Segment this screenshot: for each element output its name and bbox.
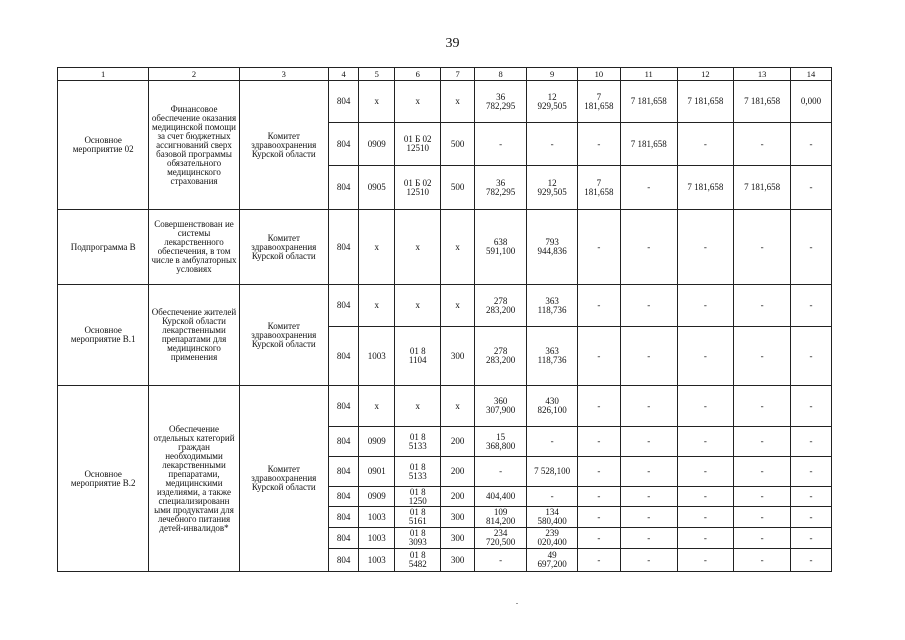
value-col-8: - [474, 549, 527, 572]
value-col-10: 7 181,658 [577, 166, 620, 210]
vr-code: 300 [441, 528, 475, 549]
value-col-11: - [620, 549, 677, 572]
grbs-code: 804 [328, 81, 358, 123]
value-col-10: - [577, 549, 620, 572]
value-col-14: - [790, 487, 831, 507]
page-mark [516, 603, 518, 604]
value-col-11: - [620, 386, 677, 427]
grbs-code: 804 [328, 285, 358, 327]
value-col-12: 7 181,658 [677, 81, 734, 123]
value-col-9: 12 929,505 [527, 166, 577, 210]
rz-pr-code: 0909 [359, 487, 395, 507]
value-col-11: 7 181,658 [620, 123, 677, 166]
value-col-9: 7 528,100 [527, 457, 577, 487]
value-col-12: - [677, 210, 734, 285]
header-row [58, 68, 832, 81]
rz-pr-code: 0909 [359, 123, 395, 166]
value-col-14: - [790, 123, 831, 166]
rz-pr-code: х [359, 81, 395, 123]
value-col-9: - [527, 487, 577, 507]
value-col-13: - [734, 386, 791, 427]
rz-pr-code: х [359, 210, 395, 285]
value-col-8: 638 591,100 [474, 210, 527, 285]
value-col-13: - [734, 507, 791, 528]
value-col-10: - [577, 528, 620, 549]
value-col-13: - [734, 427, 791, 457]
value-col-12: - [677, 507, 734, 528]
value-col-9: - [527, 123, 577, 166]
value-col-9: 49 697,200 [527, 549, 577, 572]
header-cell: 6 [395, 68, 441, 81]
program-description: Обеспечение отдельных категорий граждан необходимыми лекарственными препаратами, медицинскими изделиями, а также специализированн ыми продуктами для лечебного питания детей-инвалидов* [149, 386, 239, 572]
table-row [58, 285, 832, 327]
program-name: Подпрограмма В [58, 210, 149, 285]
grbs-code: 804 [328, 528, 358, 549]
table-row [58, 210, 832, 285]
csr-code: 01 8 5161 [395, 507, 441, 528]
vr-code: 500 [441, 123, 475, 166]
header-cell: 5 [359, 68, 395, 81]
value-col-11: - [620, 427, 677, 457]
value-col-14: - [790, 528, 831, 549]
value-col-10: - [577, 386, 620, 427]
value-col-8: 15 368,800 [474, 427, 527, 457]
value-col-8: 404,400 [474, 487, 527, 507]
value-col-12: - [677, 549, 734, 572]
value-col-12: 7 181,658 [677, 166, 734, 210]
value-col-13: - [734, 285, 791, 327]
rz-pr-code: 0909 [359, 427, 395, 457]
csr-code: 01 Б 02 12510 [395, 166, 441, 210]
grbs-code: 804 [328, 457, 358, 487]
vr-code: 200 [441, 457, 475, 487]
value-col-13: - [734, 210, 791, 285]
value-col-10: - [577, 285, 620, 327]
grbs-code: 804 [328, 507, 358, 528]
value-col-14: - [790, 386, 831, 427]
value-col-9: - [527, 427, 577, 457]
grbs-code: 804 [328, 549, 358, 572]
value-col-13: 7 181,658 [734, 81, 791, 123]
csr-code: х [395, 210, 441, 285]
program-name: Основное мероприятие 02 [58, 81, 149, 210]
vr-code: 300 [441, 327, 475, 386]
value-col-12: - [677, 285, 734, 327]
value-col-10: - [577, 457, 620, 487]
executor: Комитет здравоохранения Курской области [239, 386, 328, 572]
value-col-9: 12 929,505 [527, 81, 577, 123]
grbs-code: 804 [328, 487, 358, 507]
csr-code: х [395, 81, 441, 123]
value-col-14: - [790, 210, 831, 285]
header-cell: 12 [677, 68, 734, 81]
executor: Комитет здравоохранения Курской области [239, 285, 328, 386]
header-cell: 14 [790, 68, 831, 81]
csr-code: 01 8 1104 [395, 327, 441, 386]
vr-code: 200 [441, 487, 475, 507]
grbs-code: 804 [328, 123, 358, 166]
value-col-10: - [577, 210, 620, 285]
csr-code: 01 Б 02 12510 [395, 123, 441, 166]
csr-code: 01 8 5133 [395, 427, 441, 457]
value-col-14: - [790, 549, 831, 572]
header-cell: 4 [328, 68, 358, 81]
vr-code: х [441, 81, 475, 123]
value-col-12: - [677, 487, 734, 507]
value-col-10: - [577, 123, 620, 166]
value-col-14: - [790, 507, 831, 528]
program-description: Финансовое обеспечение оказания медицинской помощи за счет бюджетных ассигнований сверх базовой программы обязательного медицинского страхования [149, 81, 239, 210]
header-cell: 13 [734, 68, 791, 81]
executor: Комитет здравоохранения Курской области [239, 210, 328, 285]
table-row [58, 81, 832, 123]
value-col-12: - [677, 427, 734, 457]
value-col-8: 36 782,295 [474, 81, 527, 123]
vr-code: х [441, 285, 475, 327]
value-col-8: 278 283,200 [474, 327, 527, 386]
value-col-13: - [734, 123, 791, 166]
grbs-code: 804 [328, 386, 358, 427]
value-col-12: - [677, 528, 734, 549]
value-col-10: 7 181,658 [577, 81, 620, 123]
csr-code: 01 8 5482 [395, 549, 441, 572]
value-col-11: - [620, 507, 677, 528]
value-col-9: 239 020,400 [527, 528, 577, 549]
value-col-11: - [620, 285, 677, 327]
value-col-14: - [790, 327, 831, 386]
value-col-11: - [620, 327, 677, 386]
grbs-code: 804 [328, 327, 358, 386]
value-col-8: 234 720,500 [474, 528, 527, 549]
value-col-12: - [677, 327, 734, 386]
value-col-8: - [474, 123, 527, 166]
csr-code: 01 8 3093 [395, 528, 441, 549]
value-col-10: - [577, 327, 620, 386]
value-col-8: 109 814,200 [474, 507, 527, 528]
value-col-10: - [577, 507, 620, 528]
value-col-13: - [734, 549, 791, 572]
program-description: Совершенствован ие системы лекарственного обеспечения, в том числе в амбулаторных условиях [149, 210, 239, 285]
header-cell: 1 [58, 68, 149, 81]
executor: Комитет здравоохранения Курской области [239, 81, 328, 210]
vr-code: 300 [441, 507, 475, 528]
header-cell: 3 [239, 68, 328, 81]
header-cell: 9 [527, 68, 577, 81]
header-cell: 8 [474, 68, 527, 81]
value-col-8: 278 283,200 [474, 285, 527, 327]
value-col-10: - [577, 487, 620, 507]
rz-pr-code: х [359, 386, 395, 427]
rz-pr-code: 1003 [359, 327, 395, 386]
value-col-9: 793 944,836 [527, 210, 577, 285]
budget-table [57, 67, 832, 572]
value-col-8: 360 307,900 [474, 386, 527, 427]
value-col-14: - [790, 457, 831, 487]
csr-code: 01 8 1250 [395, 487, 441, 507]
value-col-9: 363 118,736 [527, 285, 577, 327]
header-cell: 10 [577, 68, 620, 81]
value-col-12: - [677, 386, 734, 427]
value-col-11: - [620, 210, 677, 285]
value-col-9: 134 580,400 [527, 507, 577, 528]
page-number: 39 [445, 36, 460, 51]
value-col-10: - [577, 427, 620, 457]
rz-pr-code: х [359, 285, 395, 327]
vr-code: 300 [441, 549, 475, 572]
value-col-12: - [677, 123, 734, 166]
table-body [58, 68, 832, 572]
value-col-14: - [790, 166, 831, 210]
value-col-11: 7 181,658 [620, 81, 677, 123]
value-col-13: - [734, 457, 791, 487]
value-col-12: - [677, 457, 734, 487]
table-row [58, 386, 832, 427]
csr-code: х [395, 285, 441, 327]
header-cell: 2 [149, 68, 239, 81]
value-col-14: - [790, 285, 831, 327]
value-col-13: 7 181,658 [734, 166, 791, 210]
header-cell: 11 [620, 68, 677, 81]
program-description: Обеспечение жителей Курской области лекарственными препаратами для медицинского применения [149, 285, 239, 386]
rz-pr-code: 1003 [359, 549, 395, 572]
rz-pr-code: 0901 [359, 457, 395, 487]
csr-code: 01 8 5133 [395, 457, 441, 487]
header-cell: 7 [441, 68, 475, 81]
program-name: Основное мероприятие В.1 [58, 285, 149, 386]
value-col-9: 363 118,736 [527, 327, 577, 386]
value-col-11: - [620, 528, 677, 549]
value-col-13: - [734, 327, 791, 386]
grbs-code: 804 [328, 427, 358, 457]
vr-code: х [441, 386, 475, 427]
grbs-code: 804 [328, 166, 358, 210]
rz-pr-code: 1003 [359, 507, 395, 528]
value-col-14: 0,000 [790, 81, 831, 123]
vr-code: х [441, 210, 475, 285]
value-col-8: 36 782,295 [474, 166, 527, 210]
grbs-code: 804 [328, 210, 358, 285]
vr-code: 500 [441, 166, 475, 210]
value-col-11: - [620, 457, 677, 487]
value-col-8: - [474, 457, 527, 487]
vr-code: 200 [441, 427, 475, 457]
program-name: Основное мероприятие В.2 [58, 386, 149, 572]
value-col-14: - [790, 427, 831, 457]
value-col-11: - [620, 487, 677, 507]
value-col-9: 430 826,100 [527, 386, 577, 427]
value-col-13: - [734, 528, 791, 549]
value-col-11: - [620, 166, 677, 210]
rz-pr-code: 0905 [359, 166, 395, 210]
rz-pr-code: 1003 [359, 528, 395, 549]
value-col-13: - [734, 487, 791, 507]
csr-code: х [395, 386, 441, 427]
